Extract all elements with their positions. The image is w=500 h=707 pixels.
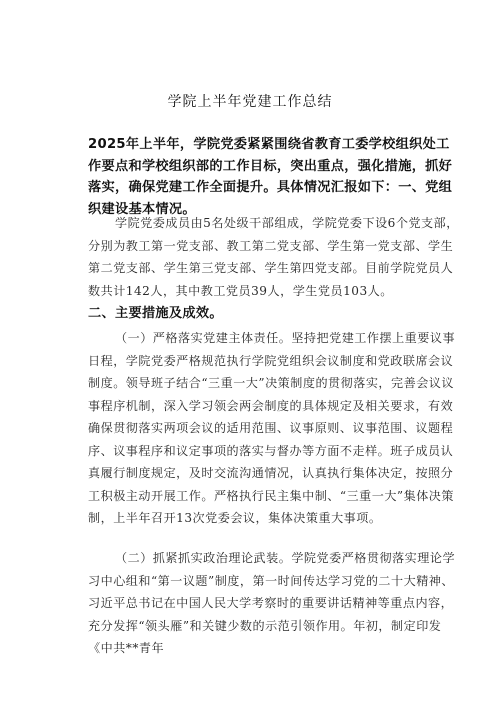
measure-two-paragraph: （二）抓紧抓实政治理论武装。学院党委严格贯彻落实理论学习中心组和“第一议题”制度，第一时间传达学习党的二十大精神、习近平总书记在中国人民大学考察时的重要讲话精神等重点内容，充分发挥“领头雁”和关键少数的示范引领作用。年初，制定印发《中共**青年 [88,551,456,655]
basic-info-paragraph: 学院党委成员由5名处级干部组成，学院党委下设6个党支部，分别为教工第一党支部、教工第二党支部、学生第一党支部、学生第二党支部、学生第三党支部、学生第四党支部。目前学院党员人数共计142人，其中教工党员39人，学生党员103人。 [88,216,459,298]
measure-one-paragraph: （一）严格落实党建主体责任。坚持把党建工作摆上重要议事日程，学院党委严格规范执行学院党组织会议制度和党政联席会议制度。领导班子结合“三重一大”决策制度的贯彻落实，完善会议议事程序机制，深入学习领会两会制度的具体规定及相关要求，有效确保贯彻落实两项会议的适用范围、议事原则、议事范围、议题程序、议事程序和议定事项的落实与督办等方面不走样。班子成员认真履行制度规定，及时交流沟通情况，认真执行集体决定，按照分工积极主动开展工作。严格执行民主集中制、“三重一大”集体决策制，上半年召开13次党委会议，集体决策重大事项。 [88,331,456,525]
intro-paragraph: 2025年上半年，学院党委紧紧围绕省教育工委学校组织处工作要点和学校组织部的工作目标，突出重点，强化措施，抓好落实，确保党建工作全面提升。具体情况汇报如下：一、党组织建设基本情况。 [88,137,453,217]
section-heading: 二、主要措施及成效。 [88,306,223,321]
document-title: 学院上半年党建工作总结 [167,94,333,110]
